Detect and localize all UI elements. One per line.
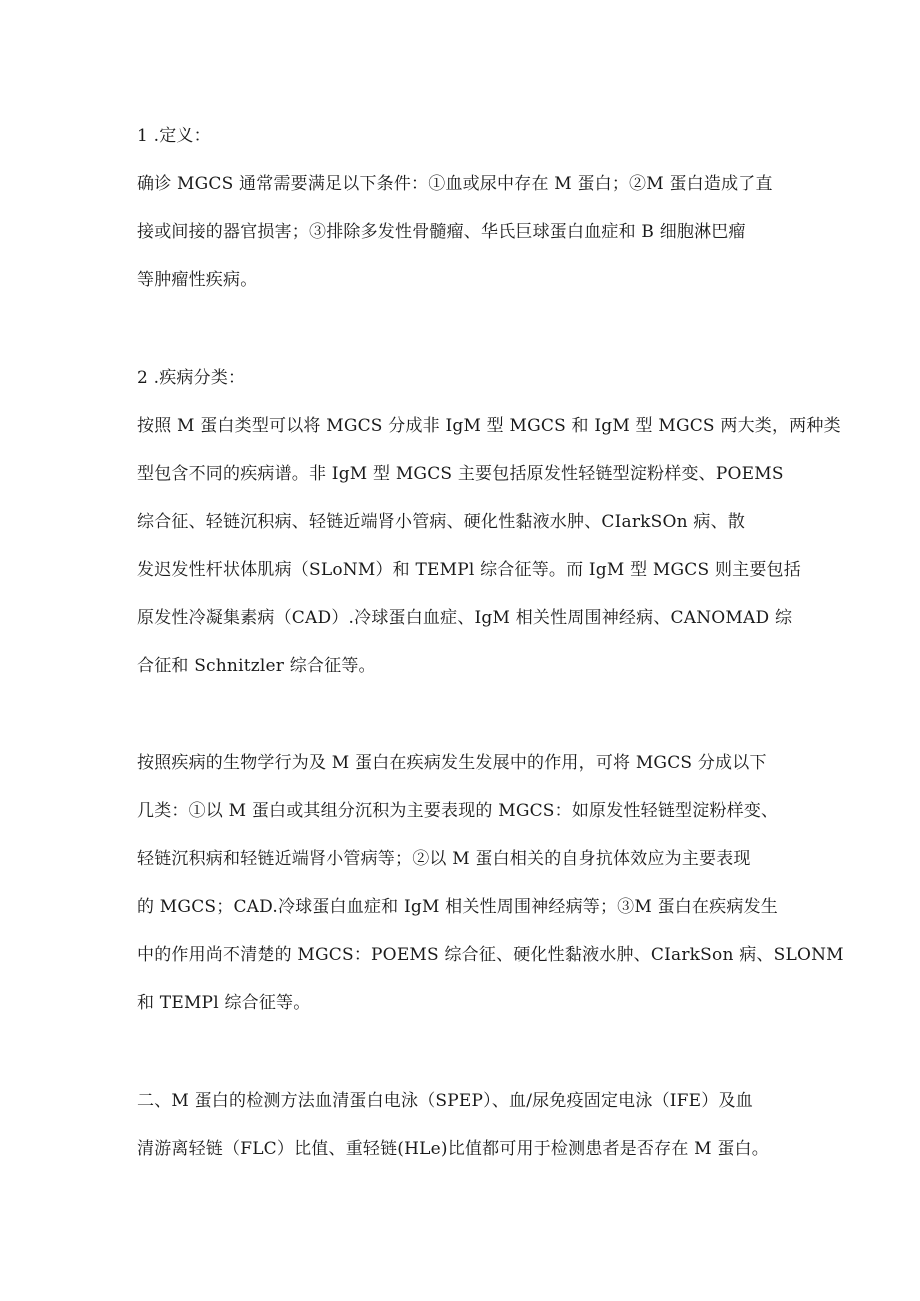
paragraph-line: 二、M 蛋白的检测方法血清蛋白电泳（SPEP）、血/尿免疫固定电泳（IFE）及血 bbox=[137, 1091, 753, 1111]
paragraph-line: 等肿瘤性疾病。 bbox=[137, 270, 258, 290]
paragraph-line: 和 TEMPl 综合征等。 bbox=[137, 993, 311, 1013]
paragraph-line: 几类：①以 M 蛋白或其组分沉积为主要表现的 MGCS：如原发性轻链型淀粉样变、 bbox=[137, 801, 779, 821]
paragraph-line: 清游离轻链（FLC）比值、重轻链(HLe)比值都可用于检测患者是否存在 M 蛋白。 bbox=[137, 1139, 769, 1159]
paragraph-line: 确诊 MGCS 通常需要满足以下条件：①血或尿中存在 M 蛋白；②M 蛋白造成了直 bbox=[137, 174, 773, 194]
paragraph-line: 按照疾病的生物学行为及 M 蛋白在疾病发生发展中的作用，可将 MGCS 分成以下 bbox=[137, 753, 767, 773]
paragraph-line: 的 MGCS；CAD.冷球蛋白血症和 IgM 相关性周围神经病等；③M 蛋白在疾病发生 bbox=[137, 897, 778, 917]
paragraph-line: 轻链沉积病和轻链近端肾小管病等；②以 M 蛋白相关的自身抗体效应为主要表现 bbox=[137, 849, 751, 869]
paragraph-line: 接或间接的器官损害；③排除多发性骨髓瘤、华氏巨球蛋白血症和 B 细胞淋巴瘤 bbox=[137, 222, 746, 242]
paragraph-line: 合征和 Schnitzler 综合征等。 bbox=[137, 656, 376, 676]
section-heading-definition: 1 .定义： bbox=[137, 126, 211, 146]
paragraph-line: 中的作用尚不清楚的 MGCS：POEMS 综合征、硬化性黏液水肿、CIarkSon 病、SLONM bbox=[137, 945, 844, 965]
paragraph-line: 按照 M 蛋白类型可以将 MGCS 分成非 IgM 型 MGCS 和 IgM 型 MGCS 两大类，两种类 bbox=[137, 416, 841, 436]
paragraph-line: 原发性冷凝集素病（CAD）.冷球蛋白血症、IgM 相关性周围神经病、CANOMAD 综 bbox=[137, 608, 793, 628]
paragraph-line: 型包含不同的疾病谱。非 IgM 型 MGCS 主要包括原发性轻链型淀粉样变、POEMS bbox=[137, 464, 784, 484]
paragraph-line: 综合征、轻链沉积病、轻链近端肾小管病、硬化性黏液水肿、CIarkSOn 病、散 bbox=[137, 512, 746, 532]
paragraph-line: 发迟发性杆状体肌病（SLoNM）和 TEMPl 综合征等。而 IgM 型 MGCS 则主要包括 bbox=[137, 560, 801, 580]
section-heading-classification: 2 .疾病分类： bbox=[137, 368, 246, 388]
